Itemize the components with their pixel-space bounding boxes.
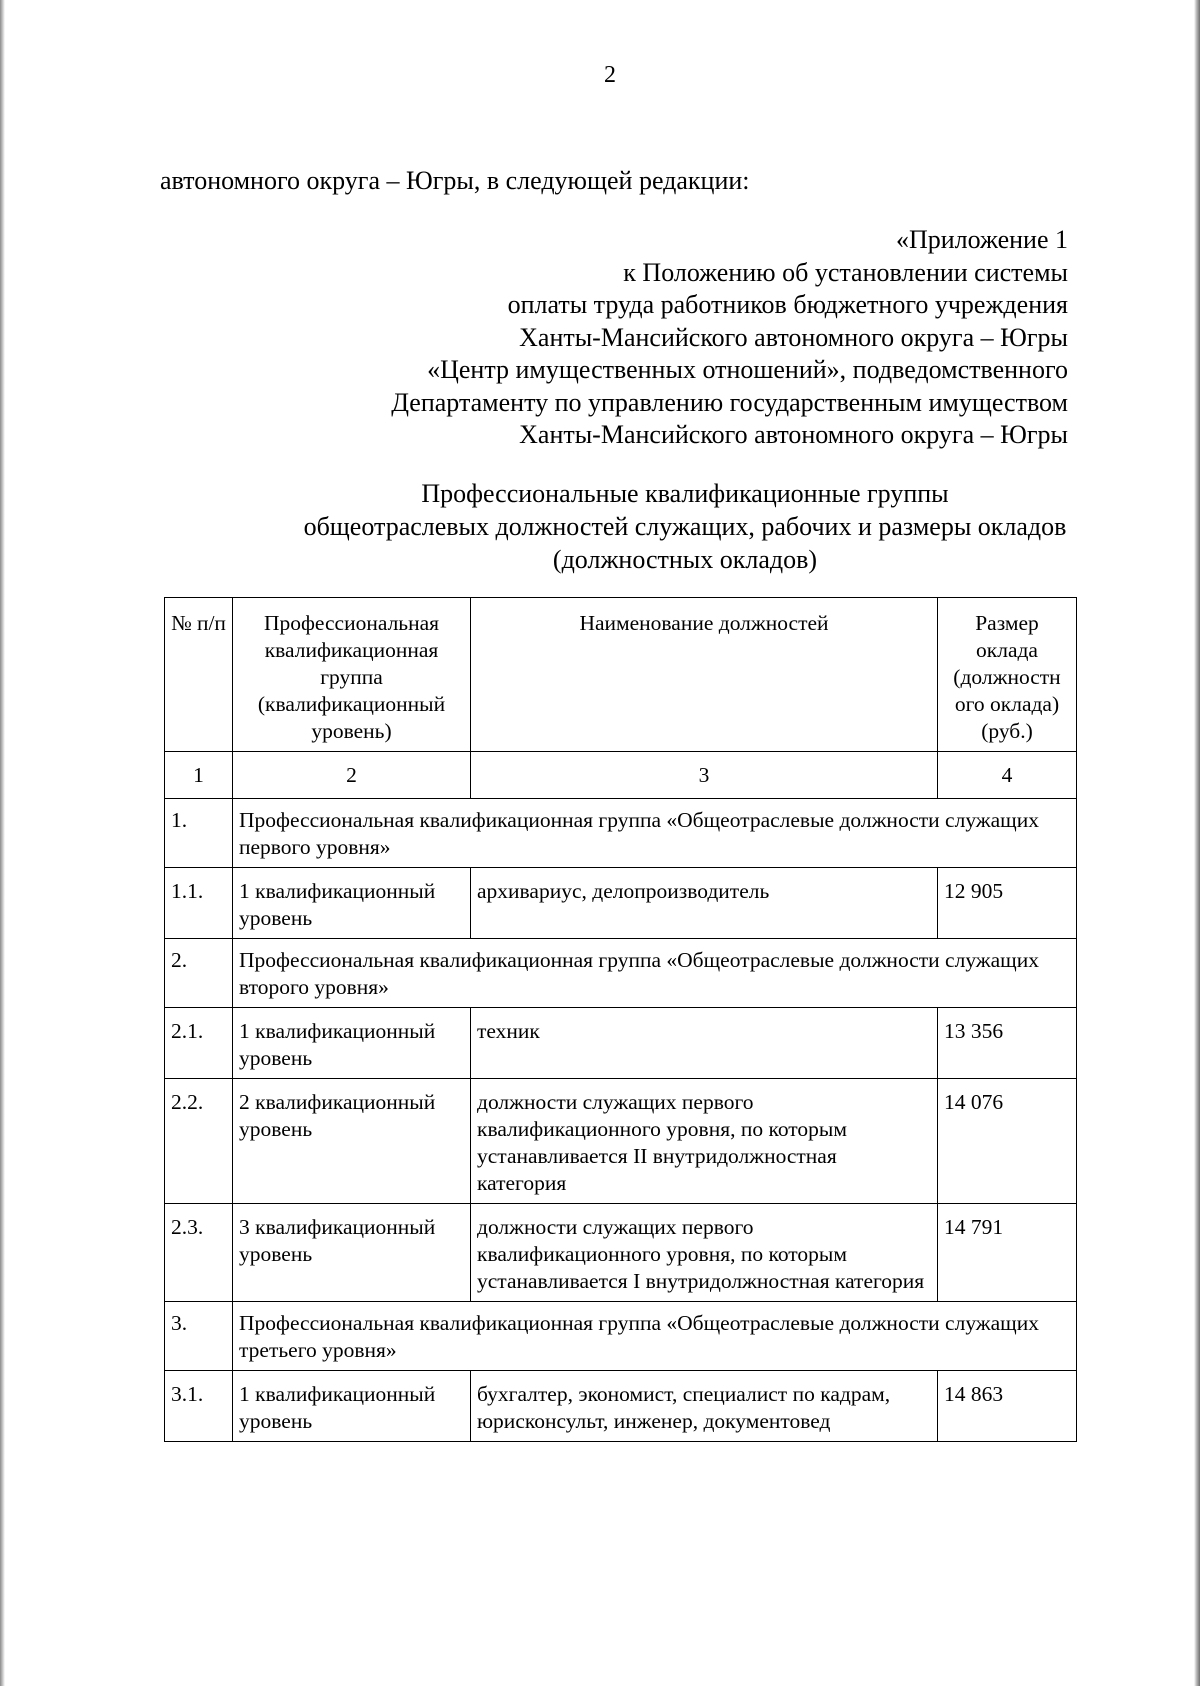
salary: 14 863 bbox=[938, 1371, 1077, 1442]
row-number: 2.2. bbox=[165, 1079, 233, 1204]
appendix-line: Департаменту по управлению государственным имуществом bbox=[391, 387, 1068, 417]
table-row bbox=[165, 1204, 1077, 1302]
header-positions: Наименование должностей bbox=[471, 598, 938, 752]
positions: архивариус, делопроизводитель bbox=[471, 868, 938, 939]
qualification-level: 3 квалификационный уровень bbox=[233, 1204, 471, 1302]
appendix-line: оплаты труда работников бюджетного учреждения bbox=[507, 290, 1068, 319]
positions: должности служащих первого квалификационного уровня, по которым устанавливается II внутридолжностная категория bbox=[471, 1079, 938, 1204]
salary: 13 356 bbox=[938, 1008, 1077, 1079]
qualification-level: 2 квалификационный уровень bbox=[233, 1079, 471, 1204]
header-salary: Размер оклада (должностн ого оклада) (руб.) bbox=[938, 598, 1077, 752]
group-title: Профессиональная квалификационная группа «Общеотраслевые должности служащих второго уровня» bbox=[233, 939, 1077, 1008]
qualification-level: 1 квалификационный уровень bbox=[233, 1008, 471, 1079]
qualification-level: 1 квалификационный уровень bbox=[233, 1371, 471, 1442]
header-number: № п/п bbox=[165, 598, 233, 752]
column-number: 3 bbox=[471, 752, 938, 799]
document-title bbox=[180, 477, 1190, 576]
table-row bbox=[165, 868, 1077, 939]
row-number: 1.1. bbox=[165, 868, 233, 939]
column-number-row bbox=[165, 752, 1077, 799]
appendix-line: Ханты-Мансийского автономного округа – Югры bbox=[519, 322, 1068, 352]
row-number: 2. bbox=[165, 939, 233, 1008]
column-number: 2 bbox=[233, 752, 471, 799]
appendix-line: «Приложение 1 bbox=[895, 225, 1068, 254]
scan-edge-right bbox=[1194, 0, 1200, 1686]
page-number: 2 bbox=[604, 62, 616, 88]
column-number: 4 bbox=[938, 752, 1077, 799]
title-line: (должностных окладов) bbox=[552, 545, 818, 574]
row-number: 2.1. bbox=[165, 1008, 233, 1079]
intro-line: автономного округа – Югры, в следующей редакции: bbox=[160, 166, 750, 195]
table-header-row bbox=[165, 598, 1077, 752]
group-title: Профессиональная квалификационная группа «Общеотраслевые должности служащих первого уровня» bbox=[233, 799, 1077, 868]
scan-edge-left bbox=[0, 0, 5, 1686]
positions: бухгалтер, экономист, специалист по кадрам, юрисконсульт, инженер, документовед bbox=[471, 1371, 938, 1442]
salary: 14 791 bbox=[938, 1204, 1077, 1302]
table-row bbox=[165, 1371, 1077, 1442]
appendix-line: к Положению об установлении системы bbox=[623, 257, 1068, 287]
appendix-line: «Центр имущественных отношений», подведомственного bbox=[427, 355, 1068, 384]
group-title: Профессиональная квалификационная группа «Общеотраслевые должности служащих третьего уровня» bbox=[233, 1302, 1077, 1371]
row-number: 1. bbox=[165, 799, 233, 868]
appendix-line: Ханты-Мансийского автономного округа – Югры bbox=[519, 420, 1068, 449]
column-number: 1 bbox=[165, 752, 233, 799]
title-line: общеотраслевых должностей служащих, рабочих и размеры окладов bbox=[303, 512, 1067, 541]
appendix-header bbox=[391, 224, 1068, 452]
table-row bbox=[165, 1079, 1077, 1204]
positions: должности служащих первого квалификационного уровня, по которым устанавливается I внутридолжностная категория bbox=[471, 1204, 938, 1302]
salary: 14 076 bbox=[938, 1079, 1077, 1204]
positions: техник bbox=[471, 1008, 938, 1079]
table-row bbox=[165, 1008, 1077, 1079]
header-qualification-group: Профессиональная квалификационная группа (квалификационный уровень) bbox=[233, 598, 471, 752]
group-row bbox=[165, 939, 1077, 1008]
row-number: 3. bbox=[165, 1302, 233, 1371]
title-line: Профессиональные квалификационные группы bbox=[421, 479, 949, 508]
salary-table bbox=[164, 597, 1077, 1442]
row-number: 2.3. bbox=[165, 1204, 233, 1302]
qualification-level: 1 квалификационный уровень bbox=[233, 868, 471, 939]
row-number: 3.1. bbox=[165, 1371, 233, 1442]
salary: 12 905 bbox=[938, 868, 1077, 939]
group-row bbox=[165, 1302, 1077, 1371]
group-row bbox=[165, 799, 1077, 868]
